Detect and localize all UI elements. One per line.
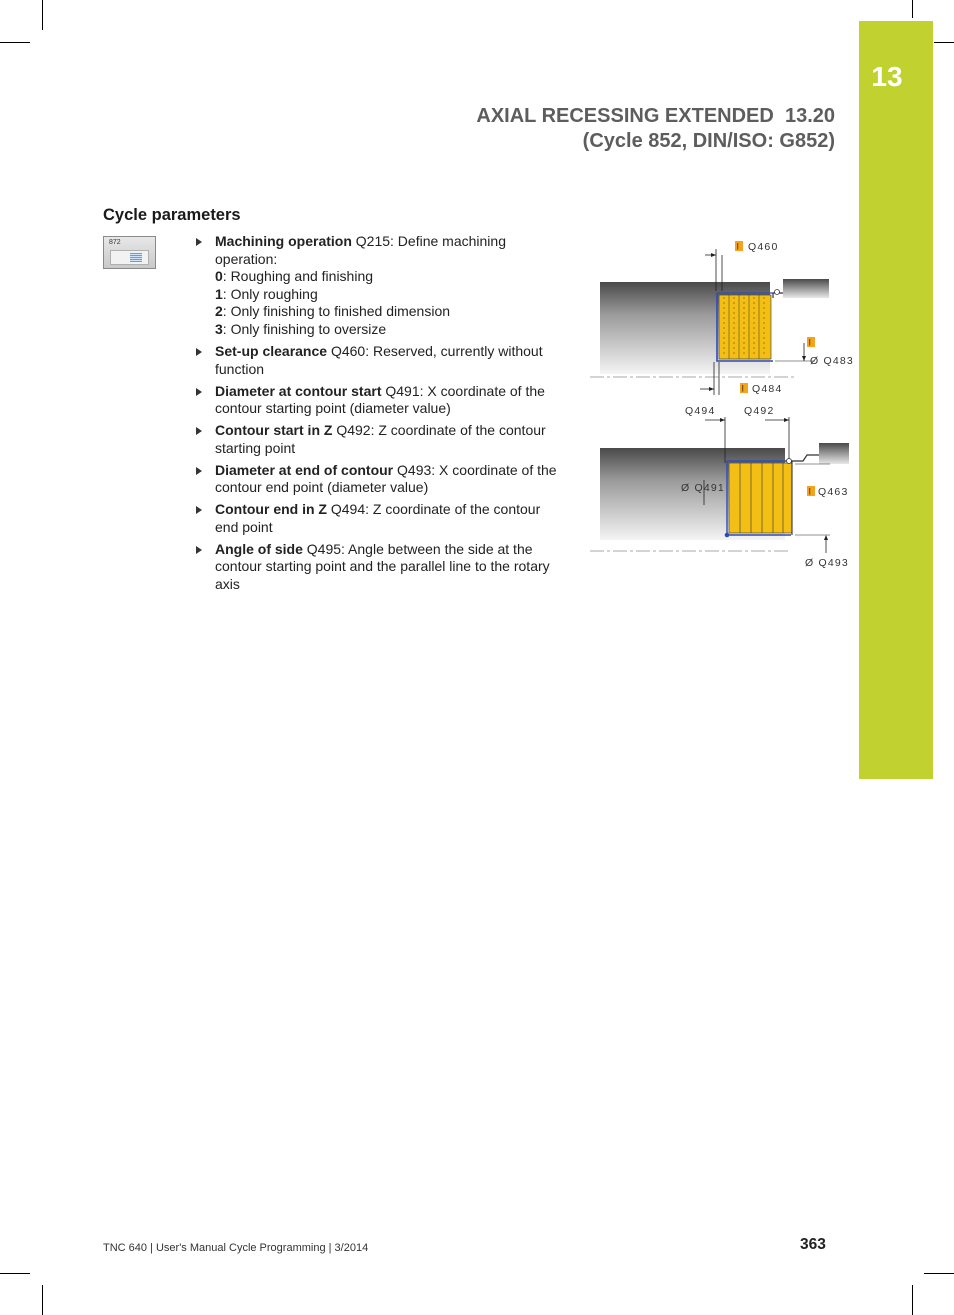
param-name: Set-up clearance <box>215 342 328 359</box>
recess-passes-bottom <box>727 461 792 535</box>
bullet-arrow-icon <box>196 546 202 554</box>
page-header <box>476 104 835 154</box>
crop-mark <box>912 1285 913 1315</box>
section-title: Cycle parameters <box>103 206 241 224</box>
bullet-arrow-icon <box>196 348 202 356</box>
bullet-arrow-icon <box>196 238 202 246</box>
crop-mark <box>0 42 30 43</box>
option-line: 2: Only finishing to finished dimension <box>215 303 451 320</box>
bullet-arrow-icon <box>196 388 202 396</box>
footer-text: TNC 640 | User's Manual Cycle Programming | 3/2014 <box>103 1242 369 1254</box>
header-subtitle: (Cycle 852, DIN/ISO: G852) <box>582 130 835 152</box>
label-q484: Q484 <box>752 383 783 395</box>
label-q494: Q494 <box>685 405 716 417</box>
param-desc: Q493: X coordinate of the contour end point (diameter value) <box>215 461 557 496</box>
crop-mark <box>924 1273 954 1274</box>
marker-glyph: I <box>808 337 812 348</box>
crop-mark <box>42 1285 43 1315</box>
param-contour-start-z <box>195 422 560 457</box>
label-q493: Ø Q493 <box>805 557 849 569</box>
recessing-diagram <box>585 235 855 575</box>
marker-glyph: I <box>808 486 812 497</box>
cycle-number: 872 <box>109 239 121 246</box>
recess-passes-top <box>717 293 773 361</box>
chapter-number: 13 <box>871 61 903 92</box>
param-name: Machining operation <box>215 233 352 249</box>
param-name: Diameter at contour start <box>215 382 382 399</box>
param-desc: Q494: Z coordinate of the contour end point <box>215 501 541 535</box>
bullet-arrow-icon <box>196 467 202 475</box>
label-q492: Q492 <box>744 405 775 417</box>
crop-mark <box>42 0 43 30</box>
param-desc: Q460: Reserved, currently without function <box>215 342 543 377</box>
header-title: AXIAL RECESSING EXTENDED 13.20 <box>476 105 835 127</box>
param-name: Contour start in Z <box>215 422 333 439</box>
label-q460: Q460 <box>748 241 779 253</box>
param-desc: Q215: Define machining operation: <box>215 233 506 267</box>
label-q483: Ø Q483 <box>810 355 854 367</box>
option-line: 3: Only finishing to oversize <box>215 320 387 337</box>
param-machining-operation <box>195 233 560 339</box>
marker-glyph: I <box>736 241 740 252</box>
recess-graphic-icon <box>130 253 142 262</box>
param-desc: Q492: Z coordinate of the contour starting point <box>215 422 546 456</box>
tool-bottom <box>819 443 849 464</box>
chapter-tab <box>859 21 933 779</box>
param-angle-of-side <box>195 541 560 594</box>
option-line: 1: Only roughing <box>215 285 318 302</box>
tool-top <box>783 279 829 298</box>
param-name: Contour end in Z <box>215 501 327 518</box>
param-contour-end-z <box>195 501 560 536</box>
param-setup-clearance <box>195 343 560 378</box>
param-desc: Q491: X coordinate of the contour starting point (diameter value) <box>215 382 545 417</box>
parameter-list <box>195 233 560 598</box>
param-name: Diameter at end of contour <box>215 461 394 478</box>
bullet-arrow-icon <box>196 506 202 514</box>
param-name: Angle of side <box>215 540 303 557</box>
crop-mark <box>934 42 954 43</box>
param-diameter-contour-start <box>195 383 560 418</box>
crop-mark <box>0 1273 30 1274</box>
option-line: 0: Roughing and finishing <box>215 268 374 285</box>
cycle-softkey-icon <box>103 236 156 269</box>
page-number: 363 <box>800 1236 826 1253</box>
crop-mark <box>912 0 913 18</box>
param-desc: Q495: Angle between the side at the contour starting point and the parallel line to the rotary axis <box>215 540 550 593</box>
softkey-graphic <box>110 250 149 265</box>
marker-glyph: I <box>741 383 745 394</box>
label-q463: Q463 <box>818 486 849 498</box>
param-diameter-contour-end <box>195 462 560 497</box>
label-q491: Ø Q491 <box>681 482 725 494</box>
bullet-arrow-icon <box>196 427 202 435</box>
